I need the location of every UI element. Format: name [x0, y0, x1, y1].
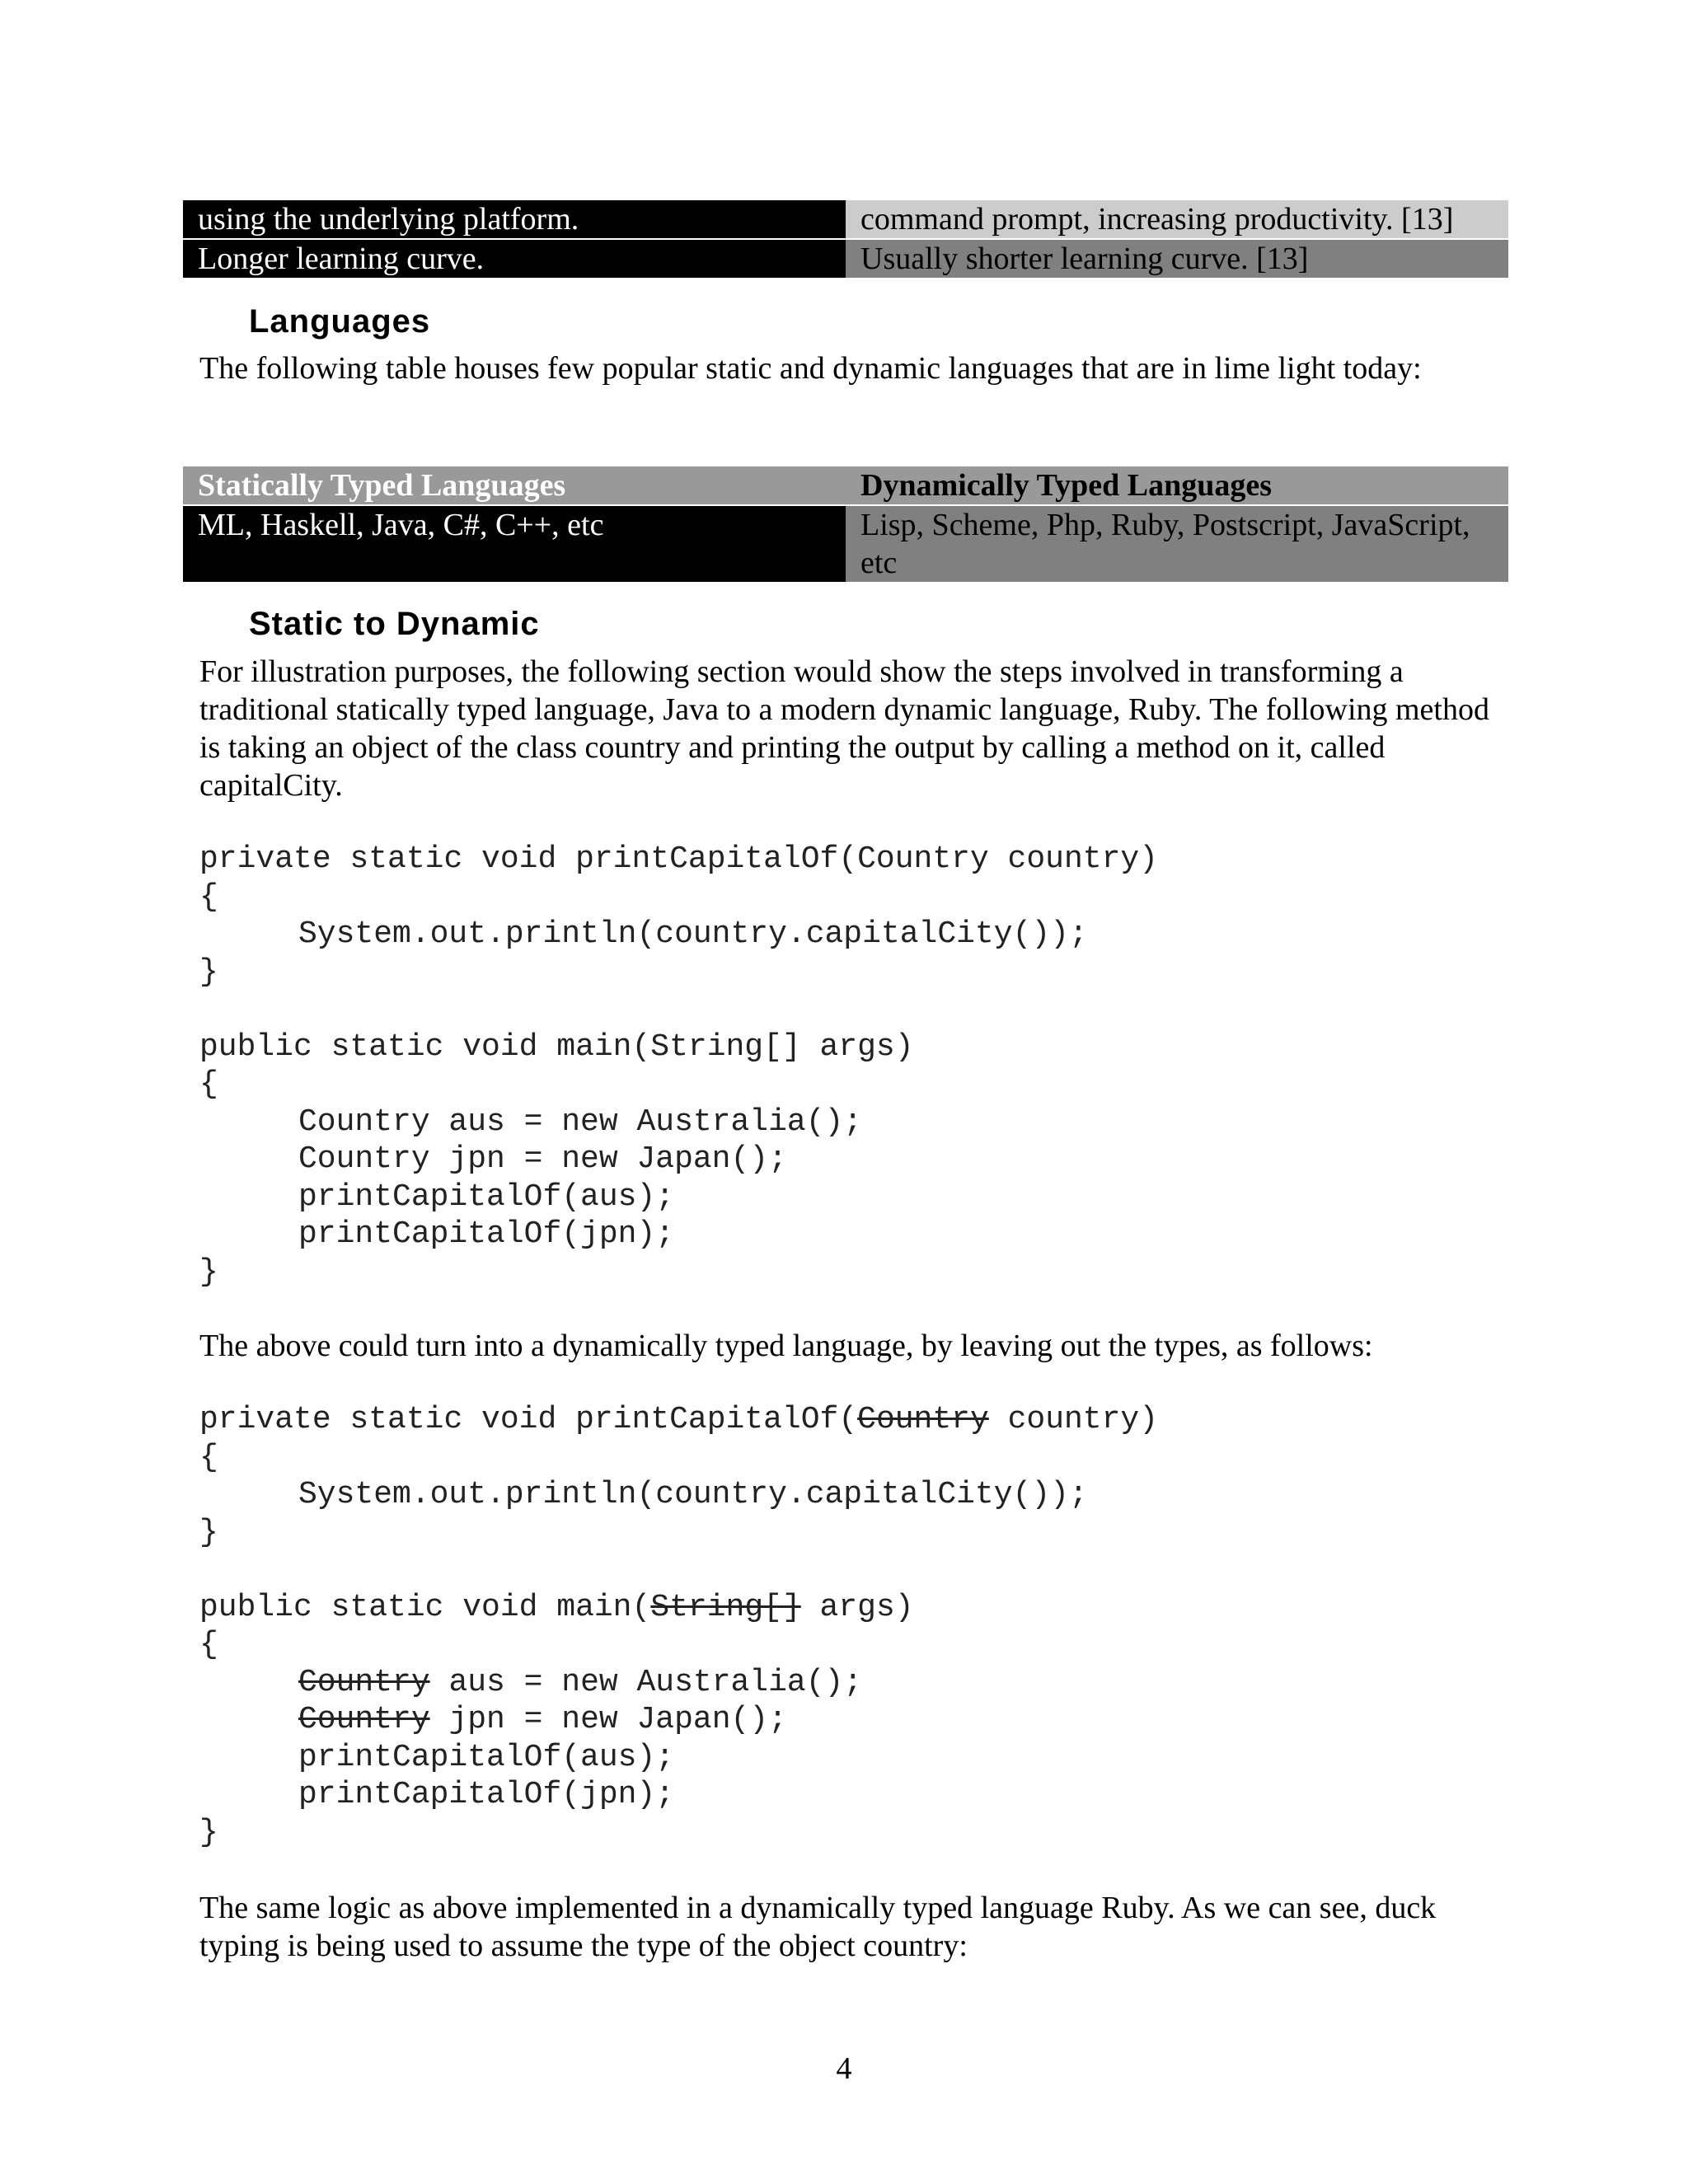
code-line: }: [199, 1254, 218, 1290]
table-row: [183, 505, 1508, 582]
code-line: }: [199, 1814, 218, 1850]
code-line: args): [800, 1589, 914, 1625]
table-cell: using the underlying platform.: [183, 200, 846, 239]
section-heading-languages: Languages: [249, 303, 431, 340]
page-number: 4: [836, 2051, 852, 2086]
code-line: jpn = new Japan();: [429, 1702, 787, 1737]
code-line: private static void printCapitalOf(: [199, 1402, 858, 1437]
table-header-row: [183, 466, 1508, 505]
paragraph-languages-intro: The following table houses few popular static and dynamic languages that are in lime light today:: [199, 351, 1422, 386]
code-line: Country jpn = new Japan();: [298, 1141, 787, 1177]
code-line: private static void printCapitalOf(Country country): [199, 841, 1158, 877]
table-cell: Usually shorter learning curve. [13]: [846, 239, 1508, 278]
code-line: printCapitalOf(jpn);: [298, 1777, 675, 1812]
code-block-java-untyped: [199, 1401, 1158, 1851]
table-header-cell: Statically Typed Languages: [183, 466, 846, 505]
code-line: printCapitalOf(aus);: [298, 1179, 675, 1215]
code-line: System.out.println(country.capitalCity());: [298, 916, 1088, 952]
code-line: country): [988, 1402, 1159, 1437]
struck-type: Country: [857, 1402, 989, 1437]
code-line: public static void main(: [199, 1589, 651, 1625]
paragraph-static-intro: For illustration purposes, the following section would show the steps involved in transforming a traditional statically typed language, Java to a modern dynamic language, Ruby. The following method is taking an object of the class country and printing the output by calling a method on it, called capitalCity.: [199, 654, 1489, 803]
code-line: public static void main(String[] args): [199, 1029, 914, 1065]
code-line: {: [199, 1066, 218, 1102]
table-header-cell: Dynamically Typed Languages: [846, 466, 1508, 505]
section-heading-static-to-dynamic: Static to Dynamic: [249, 606, 540, 642]
code-block-java: [199, 841, 1158, 1291]
languages-table: [183, 466, 1508, 582]
comparison-table-continued: [183, 200, 1508, 278]
struck-type: Country: [298, 1664, 430, 1700]
table-cell: ML, Haskell, Java, C#, C++, etc: [183, 505, 846, 582]
struck-type: String[]: [650, 1589, 801, 1625]
code-line: {: [199, 1627, 218, 1662]
code-line: Country aus = new Australia();: [298, 1104, 863, 1140]
table-cell: Longer learning curve.: [183, 239, 846, 278]
table-cell: command prompt, increasing productivity. [13]: [846, 200, 1508, 239]
code-line: }: [199, 1514, 218, 1550]
paragraph-transition: The above could turn into a dynamically typed language, by leaving out the types, as follows:: [199, 1329, 1373, 1363]
table-row: [183, 200, 1508, 239]
code-line: printCapitalOf(jpn);: [298, 1216, 675, 1252]
code-line: }: [199, 954, 218, 990]
table-cell: Lisp, Scheme, Php, Ruby, Postscript, JavaScript, etc: [846, 505, 1508, 582]
paragraph-closing: The same logic as above implemented in a dynamically typed language Ruby. As we can see, duck typing is being used to assume the type of the object country:: [199, 1891, 1437, 1963]
table-row: [183, 239, 1508, 278]
code-line: printCapitalOf(aus);: [298, 1739, 675, 1775]
code-line: {: [199, 879, 218, 915]
code-line: System.out.println(country.capitalCity());: [298, 1477, 1088, 1512]
code-line: aus = new Australia();: [429, 1664, 863, 1700]
struck-type: Country: [298, 1702, 430, 1737]
code-line: {: [199, 1439, 218, 1475]
